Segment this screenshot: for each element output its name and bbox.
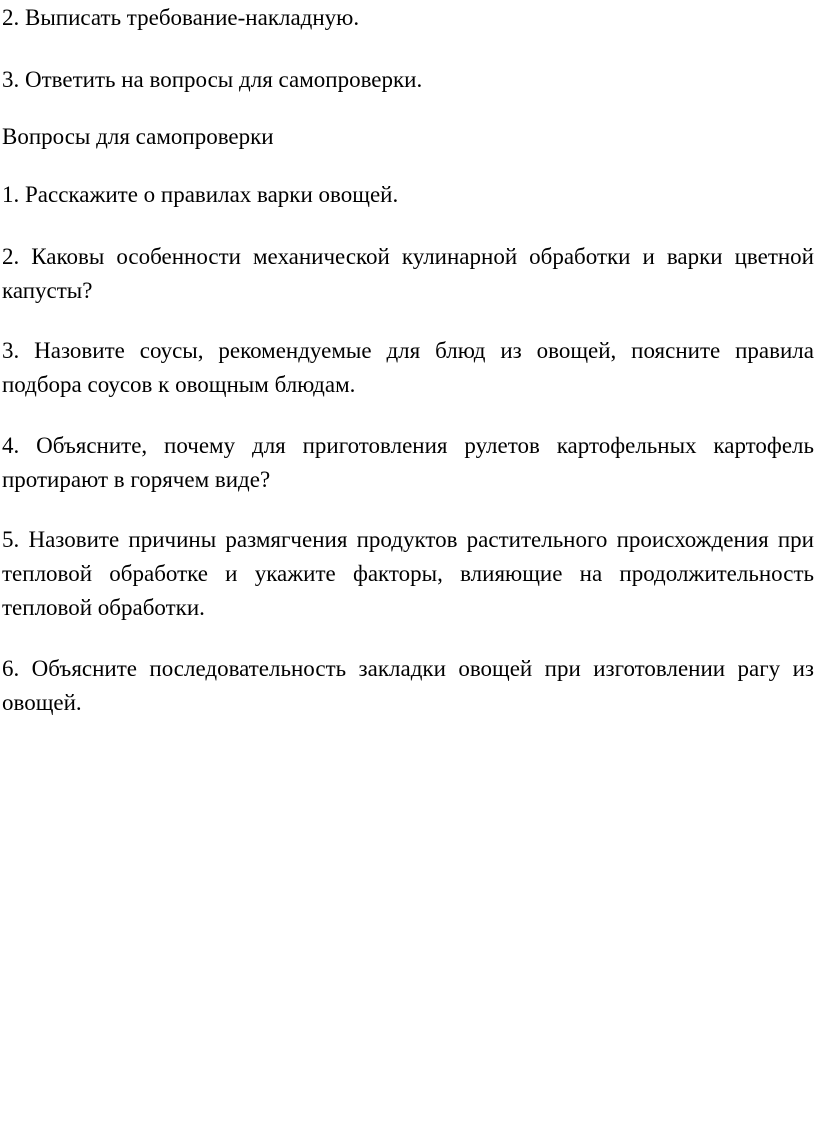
question-6: 6. Объясните последовательность закладки овощей при изготовлении рагу из овощей. [2, 656, 814, 715]
question-1: 1. Расскажите о правилах варки овощей. [2, 182, 399, 207]
task-item-2: 2. Выписать требование-накладную. [2, 5, 360, 30]
question-5: 5. Назовите причины размягчения продуктов растительного происхождения при тепловой обработке и укажите факторы, влияющие на продолжительность тепловой обработки. [2, 527, 814, 620]
question-2: 2. Каковы особенности механической кулинарной обработки и варки цветной капусты? [2, 244, 814, 303]
section-heading: Вопросы для самопроверки [2, 124, 274, 149]
task-item-3: 3. Ответить на вопросы для самопроверки. [2, 67, 423, 92]
question-4: 4. Объясните, почему для приготовления рулетов картофельных картофель протирают в горячем виде? [2, 433, 814, 492]
question-3: 3. Назовите соусы, рекомендуемые для блюд из овощей, поясните правила подбора соусов к овощным блюдам. [2, 338, 814, 397]
